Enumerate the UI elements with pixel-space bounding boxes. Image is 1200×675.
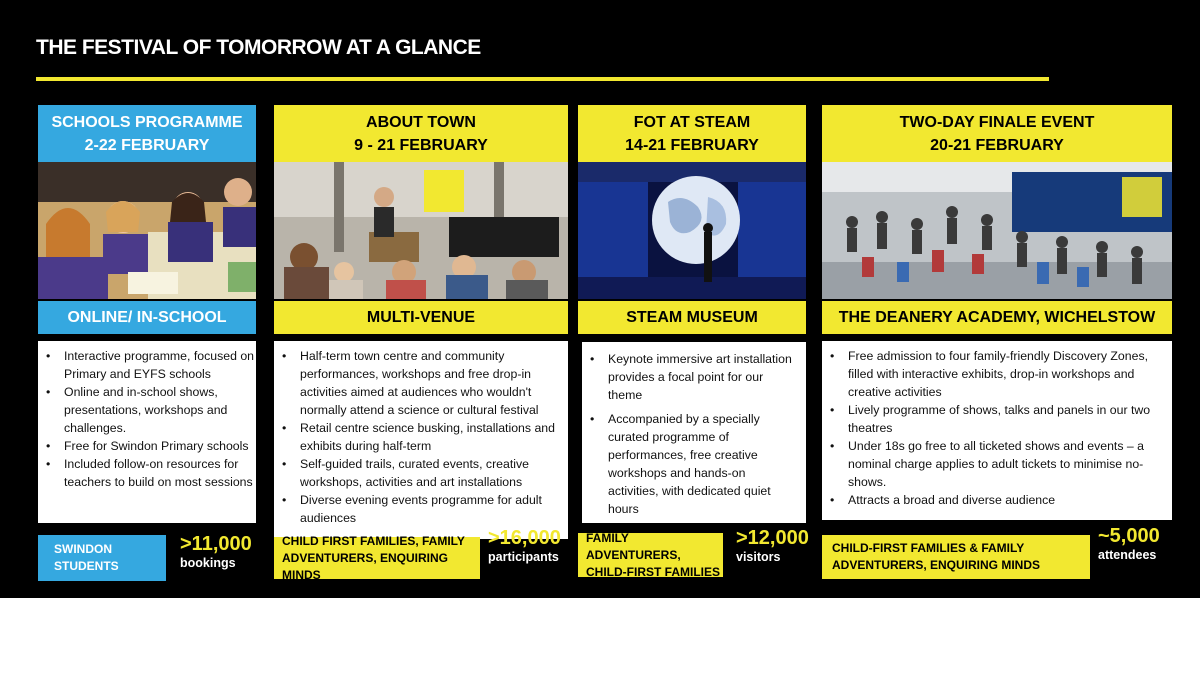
stat — [1098, 525, 1160, 562]
stat-label: participants — [488, 550, 559, 564]
list-item: • Free admission to four family-friendly Discovery Zones, filled with interactive exhibits, drop-in workshops and creative activities — [848, 347, 1154, 401]
list-item: • Accompanied by a specially curated programme of performances, free creative workshops and hands-on activities, with dedicated quiet hours — [608, 410, 796, 518]
stat-value: >16,000 — [488, 527, 561, 549]
heading-title: FOT AT STEAM — [633, 113, 751, 131]
list-item: • Half-term town centre and community performances, workshops and free drop-in activities aimed at audiences who wouldn't normally attend a science or cultural festival — [300, 347, 556, 419]
column-heading — [578, 105, 806, 162]
stat — [180, 533, 252, 570]
finale-photo — [822, 162, 1172, 299]
heading-dates: 14-21 FEBRUARY — [625, 136, 759, 154]
about-town-photo — [274, 162, 568, 299]
venue-label: STEAM MUSEUM — [578, 301, 806, 334]
stat-label: visitors — [736, 550, 781, 564]
audience-label: FAMILY ADVENTURERS, CHILD-FIRST FAMILIES — [578, 533, 723, 577]
audience-label: CHILD-FIRST FAMILIES & FAMILY ADVENTURERS, ENQUIRING MINDS — [822, 535, 1090, 579]
list-item: • Interactive programme, focused on Primary and EYFS schools — [64, 347, 256, 383]
heading-dates: 2-22 FEBRUARY — [84, 136, 210, 154]
stat-value: ~5,000 — [1098, 525, 1160, 547]
column-heading — [38, 105, 256, 162]
column-heading — [822, 105, 1172, 162]
column-schools-programme — [38, 105, 256, 582]
page-title: THE FESTIVAL OF TOMORROW AT A GLANCE — [36, 36, 481, 59]
details-box — [822, 341, 1172, 520]
list-item: • Keynote immersive art installation provides a focal point for our theme — [608, 350, 796, 404]
list-item: • Diverse evening events programme for adult audiences — [300, 491, 556, 527]
column-about-town — [274, 105, 568, 582]
list-item: • Online and in-school shows, presentations, workshops and challenges. — [64, 383, 256, 437]
heading-dates: 9 - 21 FEBRUARY — [354, 136, 488, 154]
stat-label: attendees — [1098, 548, 1157, 562]
details-box — [582, 342, 806, 523]
list-item: • Free for Swindon Primary schools — [64, 437, 256, 455]
audience-label: CHILD FIRST FAMILIES, FAMILY ADVENTURERS, ENQUIRING MINDS — [274, 537, 480, 579]
details-list — [822, 347, 1172, 509]
list-item: • Included follow-on resources for teachers to build on most sessions — [64, 455, 256, 491]
details-list — [582, 350, 806, 518]
list-item: • Retail centre science busking, installations and exhibits during half-term — [300, 419, 556, 455]
schools-photo — [38, 162, 256, 299]
heading-dates: 20-21 FEBRUARY — [930, 136, 1064, 154]
details-box — [38, 341, 256, 523]
list-item: • Self-guided trails, curated events, creative workshops, activities and art installations — [300, 455, 556, 491]
audience-label: SWINDON STUDENTS — [38, 535, 166, 581]
stat — [488, 527, 561, 564]
stat-value: >11,000 — [180, 533, 252, 555]
list-item: • Under 18s go free to all ticketed shows and events – a nominal charge applies to adult tickets to minimise no-shows. — [848, 437, 1154, 491]
venue-label: THE DEANERY ACADEMY, WICHELSTOW — [822, 301, 1172, 334]
details-box — [274, 341, 568, 539]
heading-title: ABOUT TOWN — [366, 113, 476, 131]
column-finale-event — [822, 105, 1172, 582]
list-item: • Lively programme of shows, talks and panels in our two theatres — [848, 401, 1154, 437]
column-fot-at-steam — [578, 105, 809, 582]
venue-label: ONLINE/ IN-SCHOOL — [38, 301, 256, 334]
stat-value: >12,000 — [736, 527, 809, 549]
stat-label: bookings — [180, 556, 236, 570]
details-list — [274, 347, 568, 527]
column-heading — [274, 105, 568, 162]
steam-photo — [578, 162, 806, 299]
title-underline — [36, 77, 1049, 81]
details-list — [38, 347, 256, 491]
heading-title: SCHOOLS PROGRAMME — [51, 113, 243, 131]
list-item: • Attracts a broad and diverse audience — [848, 491, 1154, 509]
stat — [736, 527, 809, 564]
heading-title: TWO-DAY FINALE EVENT — [899, 113, 1095, 131]
venue-label: MULTI-VENUE — [274, 301, 568, 334]
